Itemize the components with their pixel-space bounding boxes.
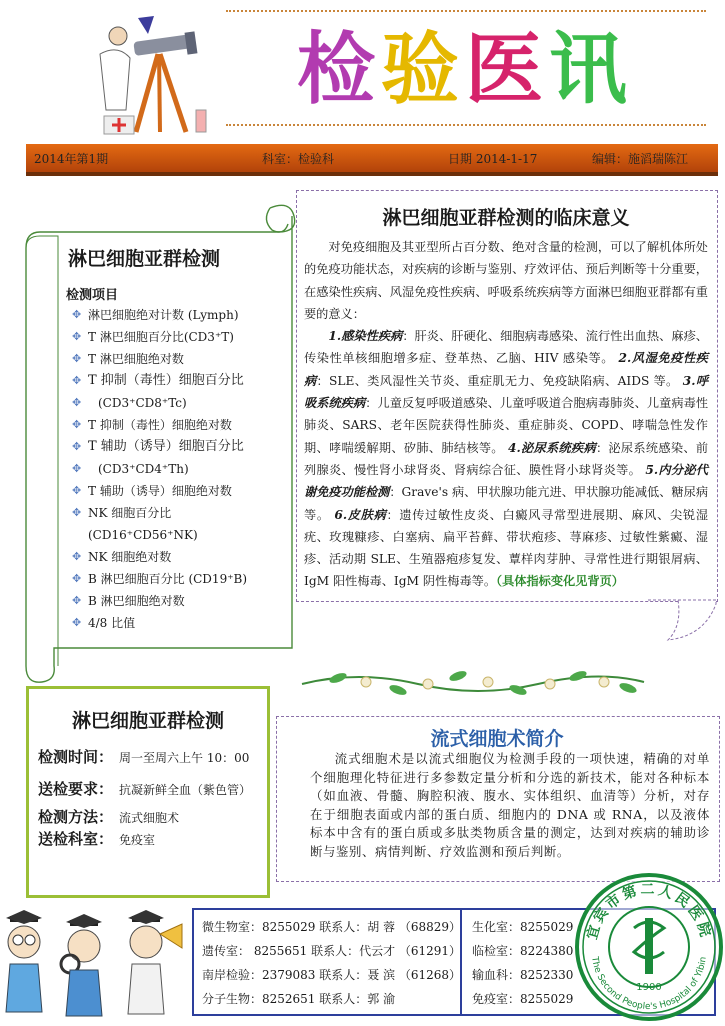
list-item: ✥ T 辅助（诱导）细胞百分比 [72,436,282,458]
keyword: 5.内分泌代谢免疫功能检测 [304,462,709,500]
test-method-label: 检测方法： [38,808,114,826]
article-text: ：儿童反复呼吸道感染、儿童呼吸道合胞病毒肺炎、儿童病毒性肺炎、SARS、老年医院获得性肺炎、重症肺炎、COPD、哮喘急性发作期、哮喘缓解期、矽肺、肺结核等。 [304,396,709,455]
title-bottom-divider [226,124,706,126]
lymph-items-heading: 检测项目 [66,288,119,303]
flow-cytometry-body: 流式细胞术是以流式细胞仪为检测手段的一项快速，精确的对单个细胞理化特征进行多参数定量分析和分选的新技术，能对各种标本（如血液、骨髓、胸腔积液、腹水、实体组织、血清等）分析，对存在于细胞表面或内部的蛋白质、细胞内的 DNA 或 RNA，以及液体标本中含有的蛋白质或多肽类物质含量的测定，达到对疾病的辅助诊断与鉴别、病情判断、疗效监测和预后判断。 [310,751,710,859]
title-char: 检 [296,25,381,115]
article-intro: 对免疫细胞及其亚型所占百分数、绝对含量的检测，可以了解机体所处的免疫功能状态，对疾病的诊断与鉴别、疗效评估、预后判断等十分重要，在感染性疾病、风湿免疫性疾病、呼吸系统疾病等方面淋巴细胞亚群都有重要的意义： [304,240,708,321]
lymph-item-list [72,304,282,634]
contact-row: 生化室：8255029 [472,920,574,934]
title-top-divider [226,10,706,12]
article-title: 淋巴细胞亚群检测的临床意义 [382,207,630,229]
contact-row: 输血科：8252330 [472,968,574,982]
keyword: 4.泌尿系统疾病 [507,440,596,455]
hospital-seal [574,872,724,1022]
list-item: ✥ T 辅助（诱导）细胞绝对数 [72,480,282,502]
list-item: ✥ T 抑制（毒性）细胞绝对数 [72,414,282,436]
sample-requirement-value: 抗凝新鲜全血（紫色管） [119,783,252,797]
list-item: ✥ T 抑制（毒性）细胞百分比 [72,370,282,392]
list-item: ✥ B 淋巴细胞绝对数 [72,590,282,612]
contact-row: 分子生物：8252651 联系人：郭 渝 [202,992,396,1006]
contact-row: 遗传室： 8255651 联系人：代云才 （61291） [202,944,462,958]
sample-requirement-label: 送检要求： [38,780,114,798]
contact-row: 免疫室：8255029 [472,992,574,1006]
title-char: 讯 [549,25,634,115]
submitting-dept-value: 免疫室 [119,833,156,847]
contact-row: 临检室：8224380 [472,944,574,958]
title-char: 医 [465,25,550,115]
keyword: 6.皮肤病 [334,507,387,522]
editor: 编辑：施滔瑞陈江 [592,152,689,166]
test-method-value: 流式细胞术 [119,811,180,825]
list-item: ✥ B 淋巴细胞百分比 (CD19⁺B) [72,568,282,590]
issue-number: 2014年第1期 [34,152,109,166]
flow-cytometry-title: 流式细胞术简介 [430,728,564,750]
issue-date: 日期 2014-1-17 [448,152,538,166]
article-body [304,236,708,593]
seal-year: 1900 [636,982,662,993]
info-box-title: 淋巴细胞亚群检测 [71,710,224,732]
keyword: 1.感染性疾病 [328,329,403,344]
article-text: ：SLE、类风湿性关节炎、重症肌无力、免疫缺陷病、AIDS 等。 [316,373,679,388]
list-item: ✥ NK 细胞绝对数 [72,546,282,568]
see-back-page-link[interactable]: （具体指标变化见背页） [496,574,624,589]
submitting-dept-label: 送检科室： [38,830,114,848]
article-diseases [304,325,708,593]
test-time-row [38,746,249,767]
contact-row: 微生物室：8255029 联系人：胡 蓉 （68829） [202,920,462,934]
article-text: ：泌尿系统感染、前列腺炎、慢性肾小球肾炎、肾病综合征、膜性肾小球肾炎等。 [304,440,709,477]
submitting-dept-row [38,828,155,849]
list-item-continuation: ✥ (CD3⁺CD4⁺Th) [72,458,282,480]
newsletter-title [215,8,715,118]
seal-bottom-text: The Second People's Hospital of Yibin [589,956,709,1013]
sample-requirement-row [38,778,251,799]
department: 科室：检验科 [262,152,335,166]
title-char: 验 [380,25,465,115]
cartoon-doctors [2,908,188,1020]
list-item: ✥ T 淋巴细胞绝对数 [72,348,282,370]
list-item-continuation: ✥ (CD3⁺CD8⁺Tc) [72,392,282,414]
test-time-label: 检测时间： [38,748,114,766]
article-text: ：遗传过敏性皮炎、白癜风寻常型进展期、麻风、尖锐湿疣、玫瑰糠疹、白塞病、扁平苔藓、带状疱疹、荨麻疹、过敏性紫癜、湿疹、活动期 SLE、生殖器疱疹复发、蕈样肉芽肿、寻常性进行期银屑病、IgM 阳性梅毒、IgM 阴性梅毒等。 [304,507,709,589]
header-illustration [78,14,218,140]
floral-divider [298,662,648,702]
article-text: ：肝炎、肝硬化、细胞病毒感染、流行性出血热、麻疹、传染性单核细胞增多症、登革热、乙脑、HIV 感染等。 [304,329,708,366]
test-time-value: 周一至周六上午 10：00 [119,751,250,765]
article-text: ：Grave's 病、甲状腺功能亢进、甲状腺功能减低、糖尿病等。 [304,485,709,522]
test-method-row [38,806,179,827]
list-item: ✥ T 淋巴细胞百分比(CD3⁺T) [72,326,282,348]
contact-row: 南岸检验：2379083 联系人：聂 滨 （61268） [202,968,462,982]
keyword: 3.呼吸系统疾病 [304,373,709,411]
lymph-section-title: 淋巴细胞亚群检测 [68,248,221,270]
list-item: ✥ 4/8 比值 [72,612,282,634]
seal-top-text: 宜宾市第二人民医院 [584,882,714,942]
keyword: 2.风湿免疫性疾病 [304,351,708,388]
page-curl [648,596,718,642]
list-item: ✥ 淋巴细胞绝对计数 (Lymph) [72,304,282,326]
issue-info-bar [26,144,718,176]
list-item: ✥ NK 细胞百分比 (CD16⁺CD56⁺NK) [72,502,282,546]
